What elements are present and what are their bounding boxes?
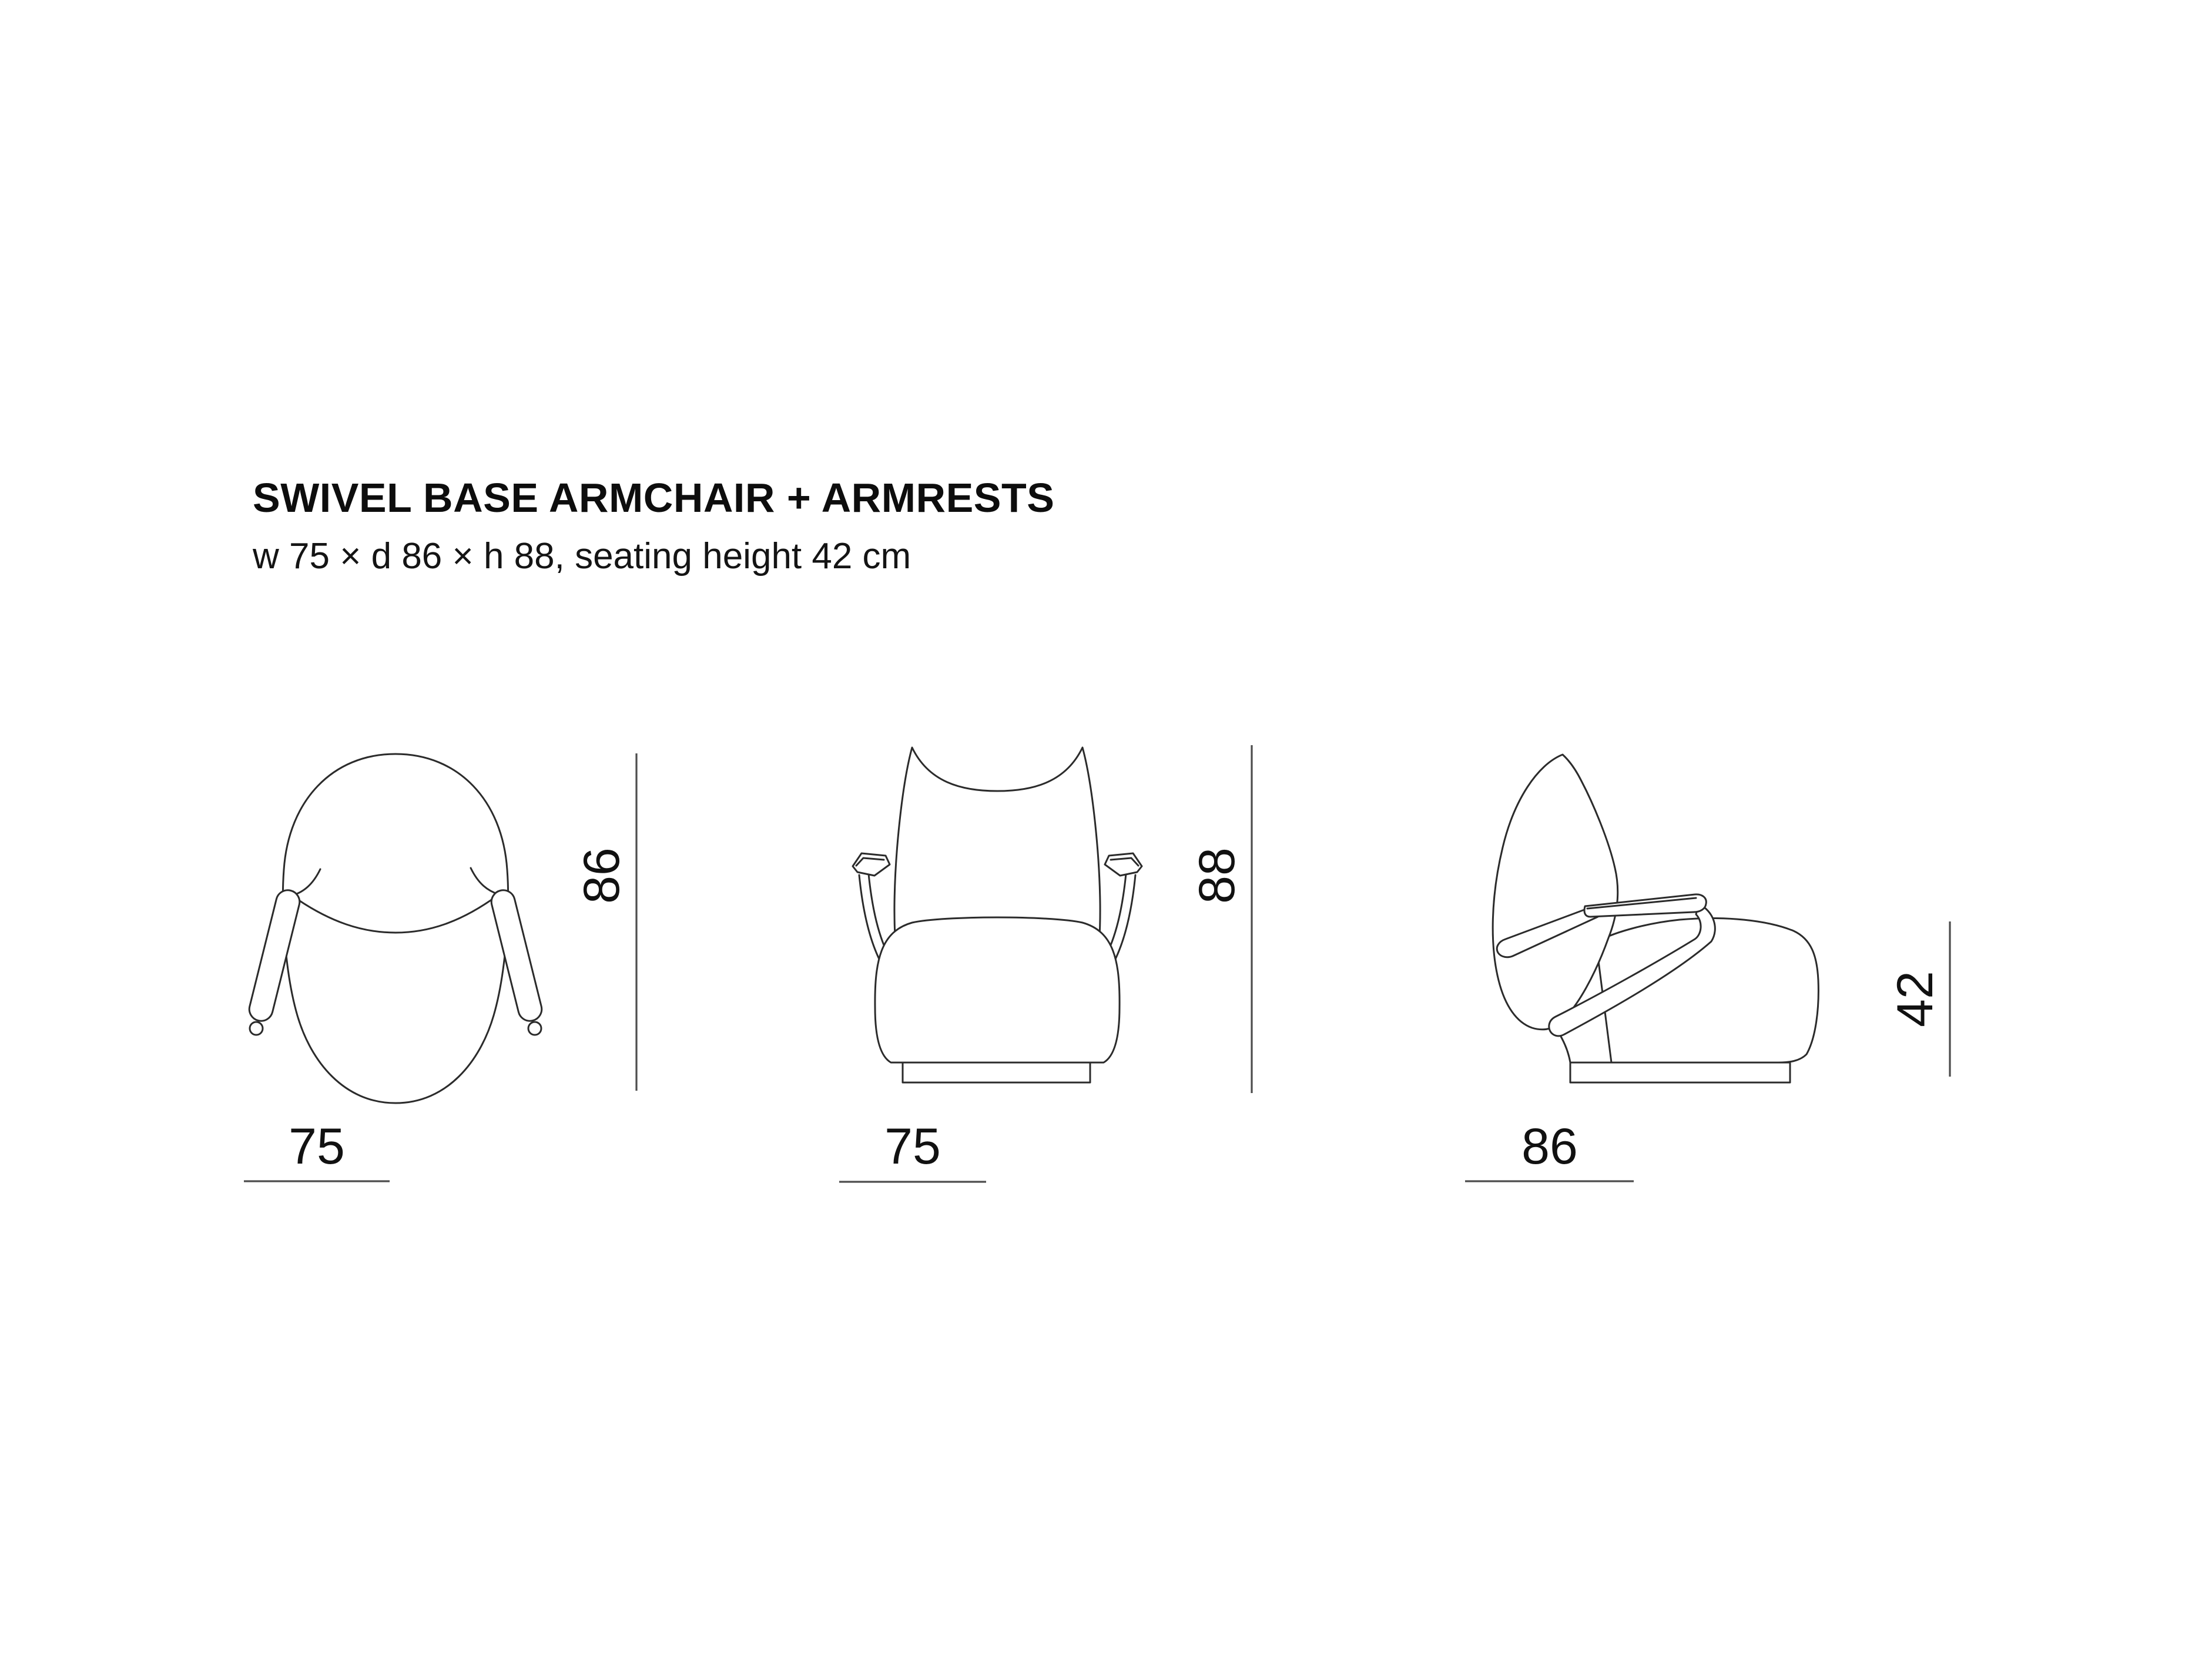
page-subtitle: w 75 × d 86 × h 88, seating height 42 cm bbox=[253, 536, 911, 577]
top-view-body-outline bbox=[283, 754, 508, 1103]
top-view-left-armrest-knob bbox=[250, 1022, 263, 1035]
side-view-base-plinth bbox=[1570, 1063, 1790, 1082]
front-view-height-dimension-label: 88 bbox=[1189, 847, 1245, 904]
side-view-backrest bbox=[1493, 755, 1618, 1030]
top-view-depth-dimension-label: 86 bbox=[574, 847, 630, 904]
front-view-seat-cushion bbox=[875, 917, 1120, 1063]
side-view-depth-dimension-label: 86 bbox=[1521, 1118, 1578, 1175]
front-view-drawing bbox=[839, 745, 1252, 1182]
side-view-seat-height-dimension-label: 42 bbox=[1887, 971, 1943, 1027]
top-view-drawing bbox=[244, 753, 636, 1181]
front-view-base-plinth bbox=[903, 1063, 1090, 1082]
top-view-width-dimension-label: 75 bbox=[289, 1118, 345, 1175]
side-view-drawing bbox=[1465, 755, 1950, 1181]
page-title: SWIVEL BASE ARMCHAIR + ARMRESTS bbox=[253, 475, 1055, 521]
top-view-right-armrest-knob bbox=[528, 1022, 541, 1035]
front-view-width-dimension-label: 75 bbox=[884, 1118, 941, 1175]
